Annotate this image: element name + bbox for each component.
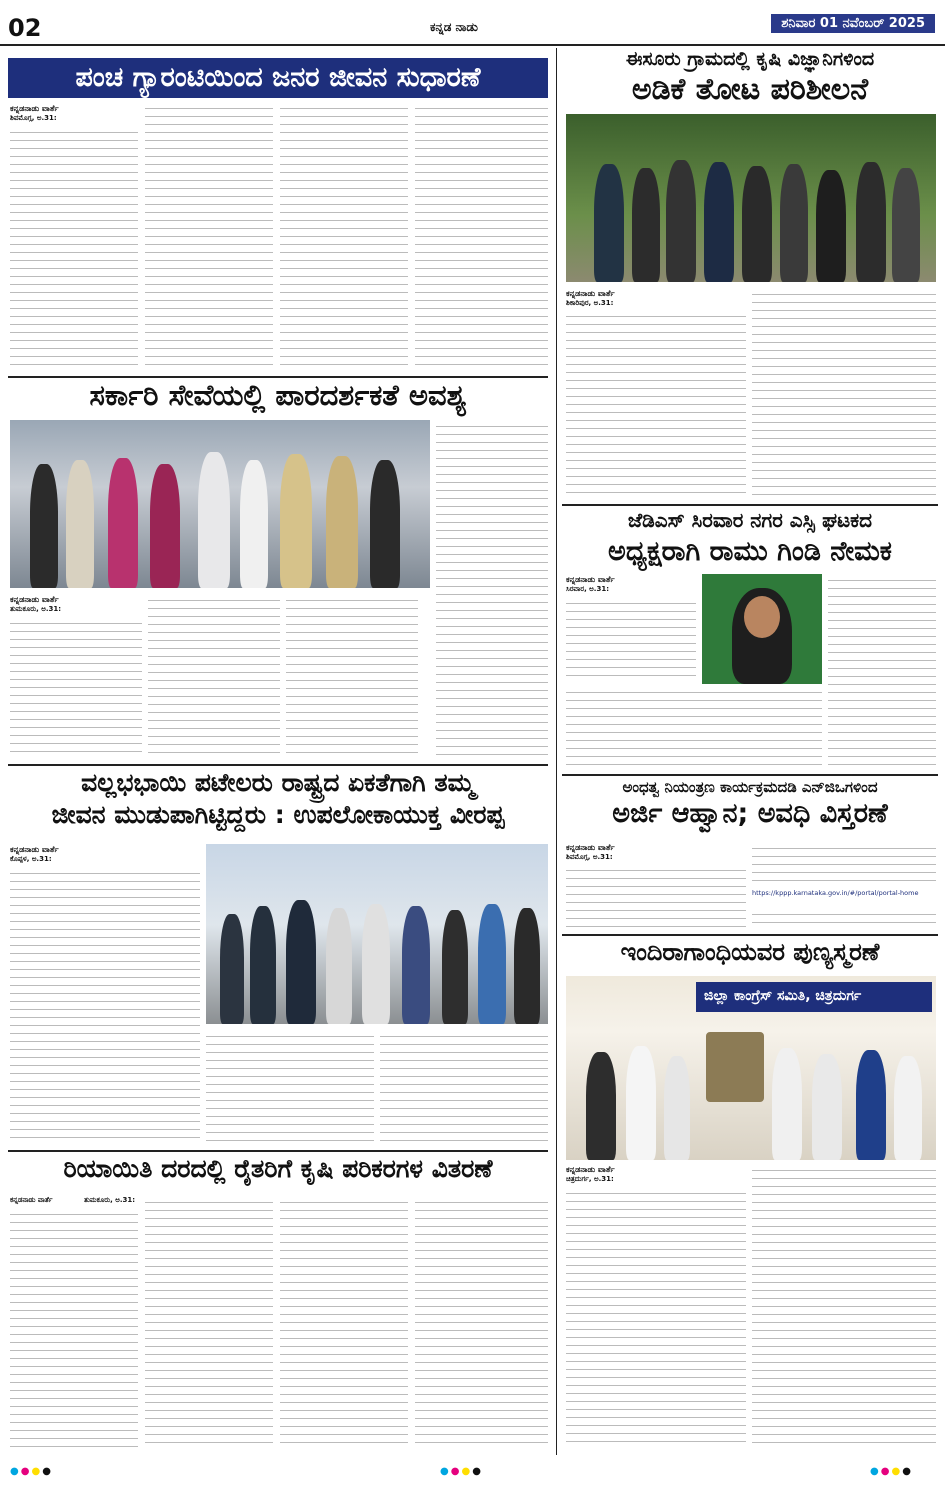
article-3-byline: ಕನ್ನಡನಾಡು ವಾರ್ತೆ — [10, 595, 59, 604]
article-8-col-1 — [10, 1208, 138, 1448]
article-5-headline-2: ಜೀವನ ಮುಡುಪಾಗಿಟ್ಟಿದ್ದರು : ಉಪಲೋಕಾಯುಕ್ತ ವೀರಪ್ಪ — [51, 800, 505, 829]
section-divider-right-2 — [562, 774, 938, 776]
article-4-headline: ಜೆಡಿಎಸ್ ಸಿರವಾರ ನಗರ ಎಸ್ಸಿ ಘಟಕದ — [627, 508, 873, 532]
registration-marks-center: ●●●● — [440, 1466, 483, 1477]
article-2-headline: ಈಸೂರು ಗ್ರಾಮದಲ್ಲಿ ಕೃಷಿ ವಿಜ್ಞಾನಿಗಳಿಂದ — [625, 48, 875, 70]
article-5-photo — [206, 844, 548, 1024]
masthead — [0, 0, 945, 46]
article-3-headline: ಸರ್ಕಾರಿ ಸೇವೆಯಲ್ಲಿ ಪಾರದರ್ಶಕತೆ ಅವಶ್ಯ — [89, 378, 467, 412]
article-6-dateline: ಶಿವಮೊಗ್ಗ, ಅ.31: — [566, 853, 613, 861]
article-8-col-4 — [415, 1196, 548, 1448]
article-1-col-1 — [10, 126, 138, 371]
article-1-headline: ಪಂಚ ಗ್ಯಾರಂಟಿಯಿಂದ ಜನರ ಜೀವನ ಸುಧಾರಣೆ — [8, 58, 548, 98]
article-3-col-2 — [148, 594, 280, 755]
section-divider-3 — [8, 1150, 548, 1152]
section-divider-2 — [8, 764, 548, 766]
article-2-dateline: ಶಿಕಾರಿಪುರ, ಅ.31: — [566, 299, 614, 307]
article-4-portrait — [702, 574, 822, 684]
article-4-byline: ಕನ್ನಡನಾಡು ವಾರ್ತೆ — [566, 575, 615, 584]
article-3-col-4 — [436, 420, 548, 755]
article-4-col-2 — [828, 574, 936, 766]
article-7-col-1 — [566, 1187, 746, 1449]
article-6-byline: ಕನ್ನಡನಾಡು ವಾರ್ತೆ — [566, 843, 615, 852]
article-1-byline: ಕನ್ನಡನಾಡು ವಾರ್ತೆ — [10, 104, 59, 113]
article-5-byline: ಕನ್ನಡನಾಡು ವಾರ್ತೆ — [10, 845, 59, 854]
article-5-headline: ವಲ್ಲಭಭಾಯಿ ಪಟೇಲರು ರಾಷ್ಟ್ರದ ಏಕತೆಗಾಗಿ ತಮ್ಮ — [81, 768, 475, 797]
article-7-headline: ಇಂದಿರಾಗಾಂಧಿಯವರ ಪುಣ್ಯಸ್ಮರಣೆ — [620, 938, 880, 966]
registration-marks-left: ●●●● — [10, 1466, 53, 1477]
article-2-byline: ಕನ್ನಡನಾಡು ವಾರ್ತೆ — [566, 289, 615, 298]
article-5-col-1 — [10, 867, 200, 1145]
article-6-col-2b — [752, 908, 936, 930]
article-2-col-1 — [566, 310, 746, 496]
article-8-col-2 — [145, 1196, 273, 1448]
article-8-byline: ಕನ್ನಡನಾಡು ವಾರ್ತೆ — [10, 1196, 53, 1204]
paper-name: ಕನ್ನಡ ನಾಡು — [430, 20, 478, 34]
article-3-col-1 — [10, 617, 142, 755]
article-3-col-3 — [286, 594, 418, 755]
article-3-dateline: ತುಮಕೂರು, ಅ.31: — [10, 605, 62, 613]
article-8-headline: ರಿಯಾಯಿತಿ ದರದಲ್ಲಿ ರೈತರಿಗೆ ಕೃಷಿ ಪರಿಕರಗಳ ವಿತರಣೆ — [63, 1154, 493, 1183]
article-6-headline: ಅಂಧತ್ವ ನಿಯಂತ್ರಣ ಕಾರ್ಯಕ್ರಮದಡಿ ಎನ್‌ಜಿಒಗಳಿಂದ — [622, 778, 878, 796]
article-1-col-2 — [145, 102, 273, 370]
article-6-link[interactable]: https://kppp.karnataka.gov.in/#/portal/portal-home — [752, 889, 919, 897]
article-7-byline: ಕನ್ನಡನಾಡು ವಾರ್ತೆ — [566, 1165, 615, 1174]
article-8-dateline: ತುಮಕೂರು, ಅ.31: — [84, 1196, 136, 1204]
article-6-col-2 — [752, 842, 936, 888]
date-line: ಶನಿವಾರ 01 ನವೆಂಬರ್ 2025 — [771, 14, 935, 33]
article-7-col-2 — [752, 1164, 936, 1449]
article-7-dateline: ಚಿತ್ರದುರ್ಗ, ಅ.31: — [566, 1175, 614, 1183]
article-2-col-2 — [752, 288, 936, 496]
article-1-col-3 — [280, 102, 408, 370]
article-4-col-1a — [566, 597, 696, 677]
article-7-banner: ಜಿಲ್ಲಾ ಕಾಂಗ್ರೆಸ್ ಸಮಿತಿ, ಚಿತ್ರದುರ್ಗ — [696, 982, 932, 1012]
section-divider-right — [562, 504, 938, 506]
column-divider — [556, 48, 557, 1455]
article-3-photo — [10, 420, 430, 588]
article-5-dateline: ಕೊಪ್ಪಳ, ಅ.31: — [10, 855, 52, 863]
article-5-col-3 — [380, 1030, 548, 1145]
article-6-headline-2: ಅರ್ಜಿ ಆಹ್ವಾನ; ಅವಧಿ ವಿಸ್ತರಣೆ — [612, 798, 888, 829]
article-4-headline-2: ಅಧ್ಯಕ್ಷರಾಗಿ ರಾಮು ಗಿಂಡಿ ನೇಮಕ — [608, 536, 892, 567]
registration-marks-right: ●●●● — [870, 1466, 913, 1477]
article-1-dateline: ಶಿವಮೊಗ್ಗ, ಅ.31: — [10, 114, 57, 122]
article-4-dateline: ಸಿರವಾರ, ಅ.31: — [566, 585, 609, 593]
article-4-col-1b — [566, 686, 822, 766]
section-divider-right-3 — [562, 934, 938, 936]
article-7-photo — [566, 976, 936, 1160]
article-1-col-4 — [415, 102, 548, 370]
article-5-col-2 — [206, 1030, 374, 1145]
article-6-col-1 — [566, 864, 746, 930]
article-2-photo — [566, 114, 936, 282]
article-8-col-3 — [280, 1196, 408, 1448]
article-2-headline-2: ಅಡಿಕೆ ತೋಟ ಪರಿಶೀಲನೆ — [631, 72, 869, 107]
page-number: 02 — [8, 14, 42, 42]
